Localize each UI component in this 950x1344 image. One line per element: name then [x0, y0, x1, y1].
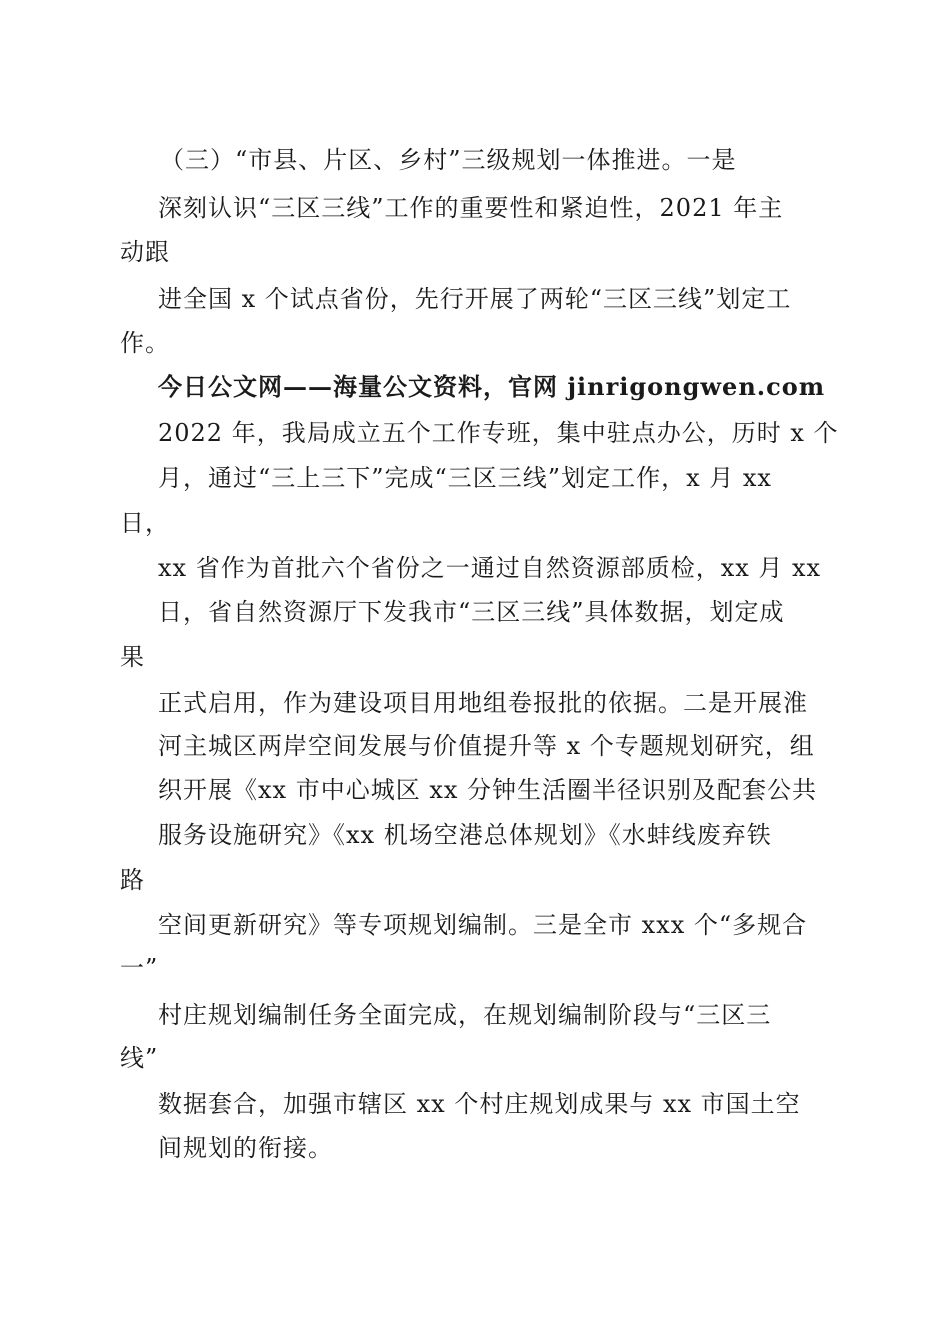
paragraph-line: 2022 年，我局成立五个工作专班，集中驻点办公，历时 x 个	[158, 419, 839, 447]
paragraph-line: 进全国 x 个试点省份，先行开展了两轮“三区三线”划定工	[158, 285, 792, 313]
paragraph-line: 一”	[120, 954, 159, 982]
paragraph-line: 织开展《xx 市中心城区 xx 分钟生活圈半径识别及配套公共	[158, 776, 818, 804]
paragraph-line: 日，	[120, 509, 170, 537]
paragraph-line: 线”	[120, 1044, 159, 1072]
paragraph-line: 间规划的衔接。	[158, 1134, 333, 1162]
paragraph-line: 村庄规划编制任务全面完成，在规划编制阶段与“三区三	[158, 1001, 772, 1029]
paragraph-line: （三）“市县、片区、乡村”三级规划一体推进。一是	[160, 146, 737, 174]
paragraph-line: 正式启用，作为建设项目用地组卷报批的依据。二是开展淮	[158, 689, 808, 717]
paragraph-line: 果	[120, 643, 145, 671]
paragraph-line: 动跟	[120, 238, 170, 266]
paragraph-line: 河主城区两岸空间发展与价值提升等 x 个专题规划研究，组	[158, 732, 815, 760]
paragraph-line: 空间更新研究》等专项规划编制。三是全市 xxx 个“多规合	[158, 911, 808, 939]
paragraph-line: 作。	[120, 329, 170, 357]
paragraph-line: 路	[120, 866, 145, 894]
paragraph-line: 数据套合，加强市辖区 xx 个村庄规划成果与 xx 市国土空	[158, 1090, 801, 1118]
paragraph-line: 日，省自然资源厅下发我市“三区三线”具体数据，划定成	[158, 598, 785, 626]
paragraph-line: xx 省作为首批六个省份之一通过自然资源部质检，xx 月 xx	[158, 554, 822, 582]
paragraph-line: 深刻认识“三区三线”工作的重要性和紧迫性，2021 年主	[158, 194, 784, 222]
paragraph-line: 服务设施研究》《xx 机场空港总体规划》《水蚌线废弃铁	[158, 821, 772, 849]
watermark-line: 今日公文网——海量公文资料，官网 jinrigongwen.com	[158, 372, 826, 401]
paragraph-line: 月，通过“三上三下”完成“三区三线”划定工作，x 月 xx	[158, 464, 772, 492]
